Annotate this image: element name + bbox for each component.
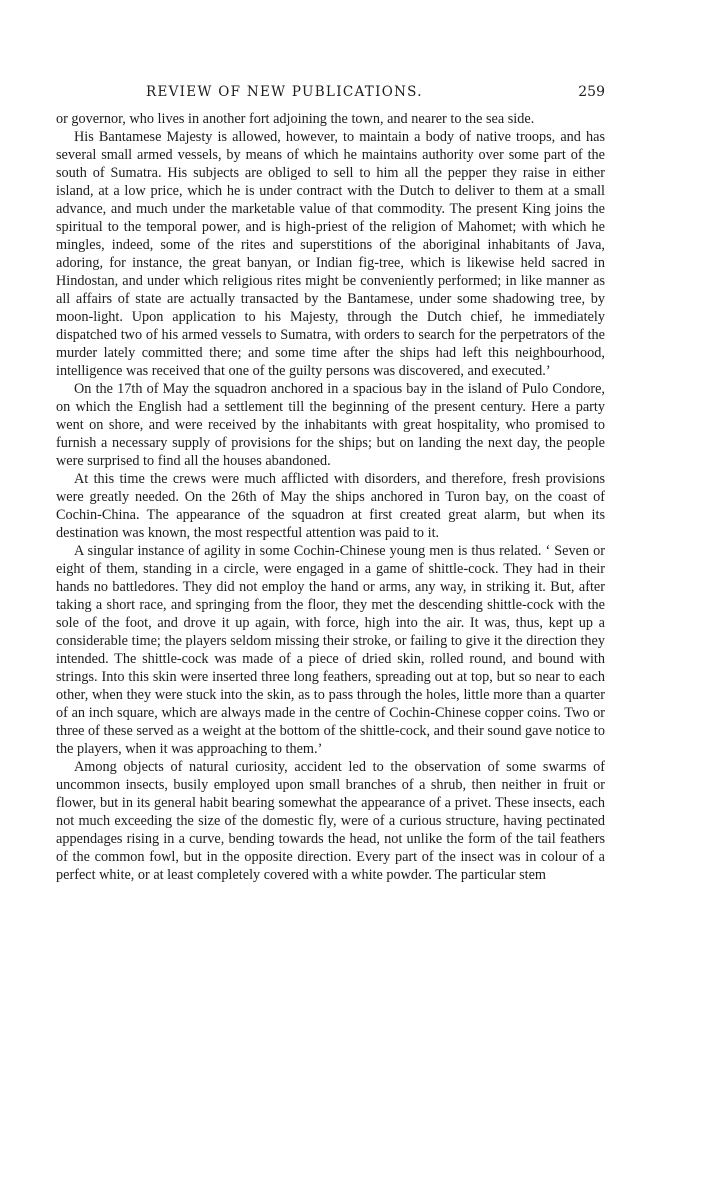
- paragraph-continuation: or governor, who lives in another fort adjoining the town, and nearer to the sea side.: [56, 111, 535, 127]
- paragraph-turon-bay: At this time the crews were much afflicted with disorders, and therefore, fresh provisions were greatly needed. On the 26th of May the ships anchored in Turon bay, on the coast of Cochin-China. The appearance of the squadron at first created great alarm, but when its destination was known, the most respectful attention was paid to it.: [56, 471, 605, 541]
- running-header: [56, 84, 605, 110]
- page-number: 259: [578, 84, 605, 100]
- paragraph-insects: Among objects of natural curiosity, accident led to the observation of some swarms of uncommon insects, busily employed upon small branches of a shrub, then neither in fruit or flower, but in its general habit bearing somewhat the appearance of a privet. These insects, each not much exceeding the size of the domestic fly, were of a curious structure, having pectinated appendages rising in a curve, bending towards the head, not unlike the form of the tail feathers of the common fowl, but in the opposite direction. Every part of the insect was in colour of a perfect white, or at least completely covered with a white powder. The particular stem: [56, 759, 605, 883]
- paragraph-shittle-cock: A singular instance of agility in some Cochin-Chinese young men is thus related. ‘ Seven or eight of them, standing in a circle, were engaged in a game of shittle-cock. They had in their hands no battledores. They did not employ the hand or arms, any way, in striking it. But, after taking a short race, and springing from the floor, they met the descending shittle-cock with the sole of the foot, and drove it up again, with force, high into the air. It was, thus, kept up a considerable time; the players seldom missing their stroke, or failing to give it the direction they intended. The shittle-cock was made of a piece of dried skin, rolled round, and bound with strings. Into this skin were inserted three long feathers, spreading out at top, but so near to each other, when they were stuck into the skin, as to pass through the holes, little more than a quarter of an inch square, which are always made in the centre of Cochin-Chinese copper coins. Two or three of these served as a weight at the bottom of the shittle-cock, and their sound gave notice to the players, when it was approaching to them.’: [56, 543, 605, 757]
- running-title: REVIEW OF NEW PUBLICATIONS.: [146, 84, 423, 100]
- body-text: [56, 110, 605, 884]
- paragraph-pulo-condore: On the 17th of May the squadron anchored in a spacious bay in the island of Pulo Condore, on which the English had a settlement till the beginning of the present century. Here a party went on shore, and were received by the inhabitants with great hospitality, who promised to furnish a necessary supply of provisions for the ships; but on landing the next day, the people were surprised to find all the houses abandoned.: [56, 381, 605, 469]
- paragraph-bantamese-majesty: His Bantamese Majesty is allowed, however, to maintain a body of native troops, and has several small armed vessels, by means of which he maintains authority over some part of the south of Sumatra. His subjects are obliged to sell to him all the pepper they raise in either island, at a low price, which he is under contract with the Dutch to deliver to them at a small advance, and much under the marketable value of that commodity. The present King joins the spiritual to the temporal power, and is high-priest of the religion of Mahomet; with which he mingles, indeed, some of the rites and superstitions of the aboriginal inhabitants of Java, adoring, for instance, the great banyan, or Indian fig-tree, which is likewise held sacred in Hindostan, and under which religious rites might be conveniently performed; in like manner as all affairs of state are actually transacted by the Bantamese, under some shadowing tree, by moon-light. Upon application to his Majesty, through the Dutch chief, he immediately dispatched two of his armed vessels to Sumatra, with orders to search for the perpetrators of the murder lately committed there; and some time after the ships had left this neighbourhood, intelligence was received that one of the guilty persons was discovered, and executed.’: [56, 129, 605, 379]
